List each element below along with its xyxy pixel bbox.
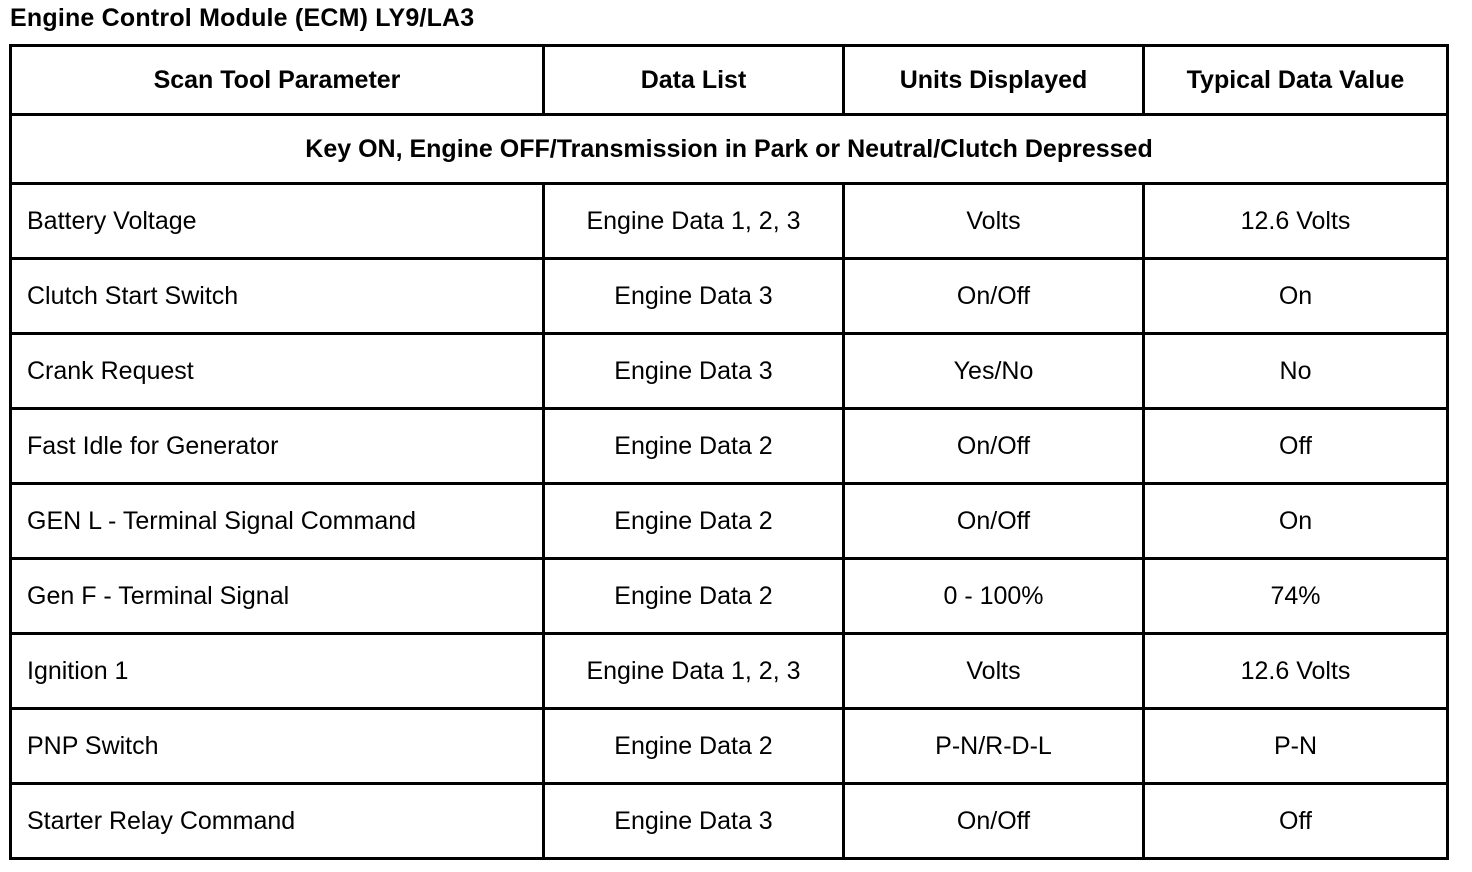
header-units-displayed: Units Displayed xyxy=(844,46,1144,115)
cell-units: Volts xyxy=(844,634,1144,709)
cell-typical-value: 74% xyxy=(1144,559,1448,634)
cell-parameter: PNP Switch xyxy=(11,709,544,784)
cell-parameter: Fast Idle for Generator xyxy=(11,409,544,484)
section-label: Key ON, Engine OFF/Transmission in Park or Neutral/Clutch Depressed xyxy=(11,115,1448,184)
cell-data-list: Engine Data 2 xyxy=(544,709,844,784)
cell-data-list: Engine Data 2 xyxy=(544,484,844,559)
cell-parameter: Battery Voltage xyxy=(11,184,544,259)
cell-data-list: Engine Data 1, 2, 3 xyxy=(544,184,844,259)
cell-typical-value: No xyxy=(1144,334,1448,409)
table-row xyxy=(11,559,1448,634)
table-row xyxy=(11,334,1448,409)
table-row xyxy=(11,709,1448,784)
table-row xyxy=(11,184,1448,259)
cell-typical-value: Off xyxy=(1144,409,1448,484)
cell-units: P-N/R-D-L xyxy=(844,709,1144,784)
cell-units: On/Off xyxy=(844,784,1144,859)
cell-data-list: Engine Data 3 xyxy=(544,784,844,859)
cell-units: On/Off xyxy=(844,484,1144,559)
cell-typical-value: 12.6 Volts xyxy=(1144,184,1448,259)
cell-units: Yes/No xyxy=(844,334,1144,409)
cell-data-list: Engine Data 3 xyxy=(544,259,844,334)
table-row xyxy=(11,409,1448,484)
cell-parameter: Ignition 1 xyxy=(11,634,544,709)
header-row xyxy=(11,46,1448,115)
header-scan-tool-parameter: Scan Tool Parameter xyxy=(11,46,544,115)
ecm-data-table xyxy=(9,44,1449,860)
cell-units: On/Off xyxy=(844,409,1144,484)
cell-parameter: Gen F - Terminal Signal xyxy=(11,559,544,634)
header-typical-data-value: Typical Data Value xyxy=(1144,46,1448,115)
table-row xyxy=(11,784,1448,859)
cell-parameter: GEN L - Terminal Signal Command xyxy=(11,484,544,559)
section-row xyxy=(11,115,1448,184)
cell-typical-value: 12.6 Volts xyxy=(1144,634,1448,709)
cell-data-list: Engine Data 2 xyxy=(544,409,844,484)
cell-data-list: Engine Data 3 xyxy=(544,334,844,409)
table-row xyxy=(11,634,1448,709)
table-row xyxy=(11,484,1448,559)
cell-typical-value: On xyxy=(1144,484,1448,559)
cell-parameter: Starter Relay Command xyxy=(11,784,544,859)
cell-units: On/Off xyxy=(844,259,1144,334)
header-data-list: Data List xyxy=(544,46,844,115)
cell-typical-value: On xyxy=(1144,259,1448,334)
cell-parameter: Crank Request xyxy=(11,334,544,409)
cell-units: Volts xyxy=(844,184,1144,259)
cell-typical-value: P-N xyxy=(1144,709,1448,784)
cell-data-list: Engine Data 2 xyxy=(544,559,844,634)
cell-units: 0 - 100% xyxy=(844,559,1144,634)
cell-typical-value: Off xyxy=(1144,784,1448,859)
table-row xyxy=(11,259,1448,334)
cell-data-list: Engine Data 1, 2, 3 xyxy=(544,634,844,709)
cell-parameter: Clutch Start Switch xyxy=(11,259,544,334)
page-title: Engine Control Module (ECM) LY9/LA3 xyxy=(10,4,475,32)
